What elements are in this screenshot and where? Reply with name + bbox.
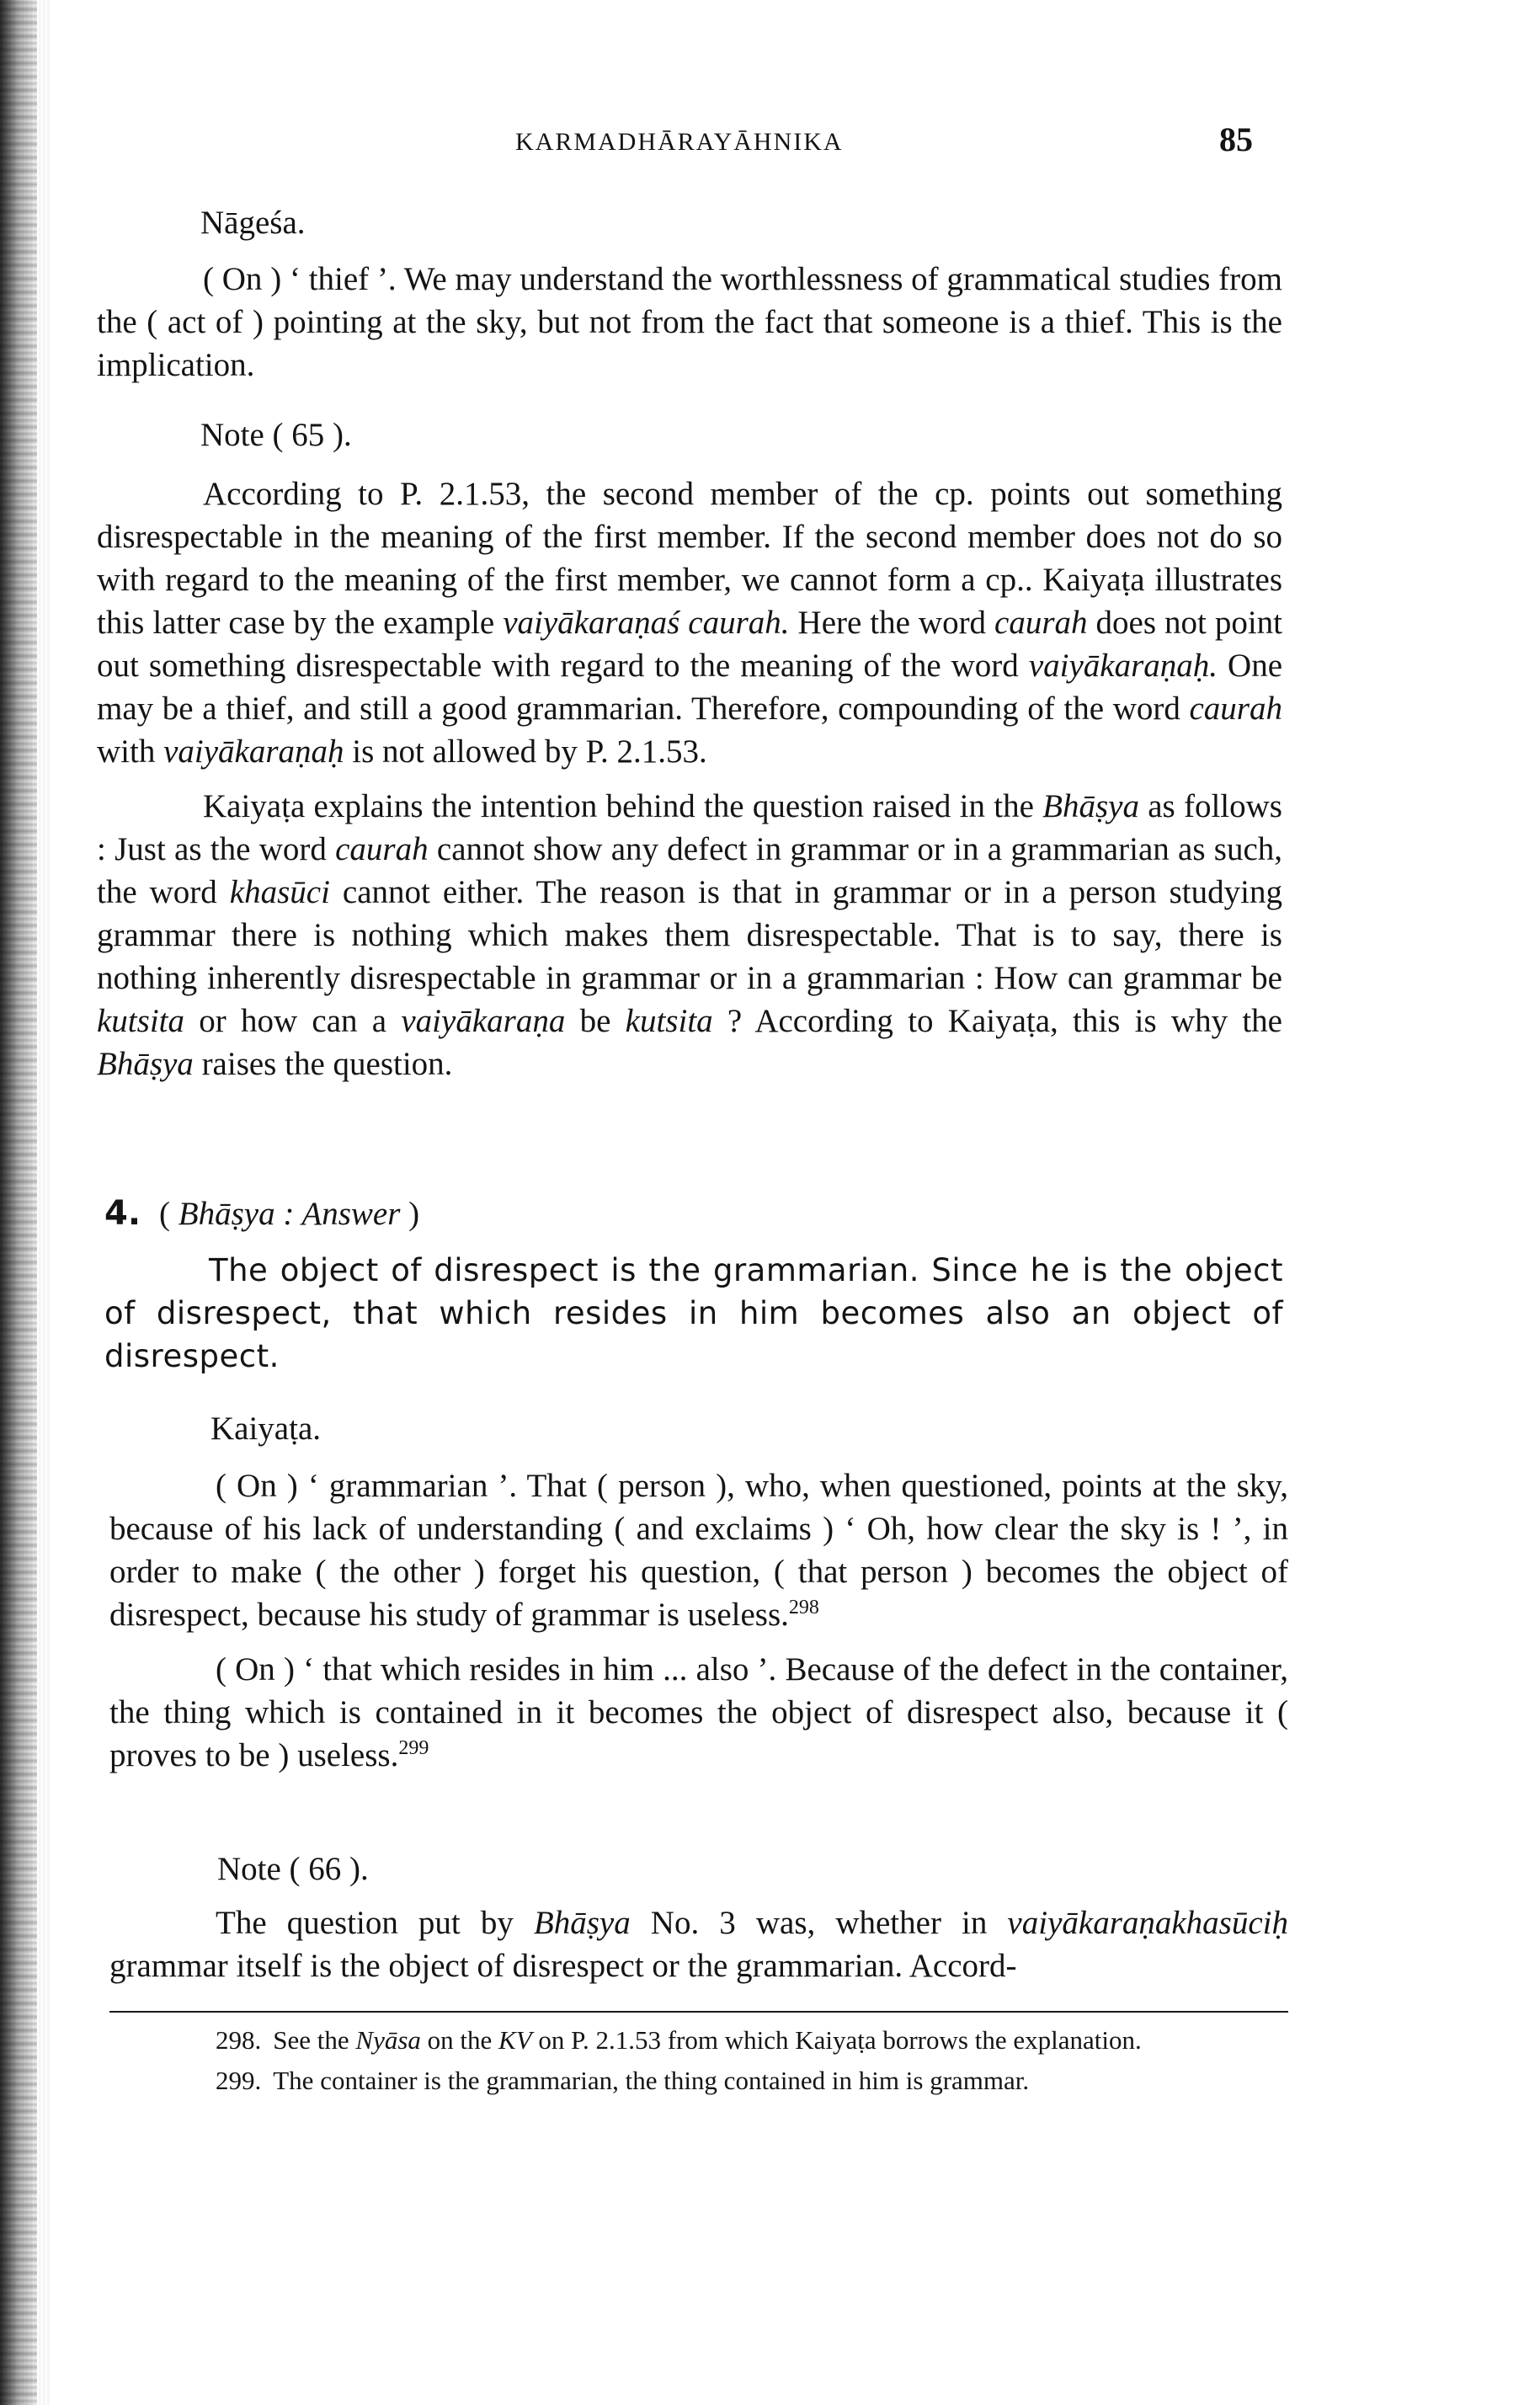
note-66-body <box>109 1901 1288 1987</box>
italic-term: caurah <box>1189 691 1282 727</box>
italic-term: Bhāṣya <box>533 1905 631 1941</box>
section-number: 4. <box>104 1194 141 1233</box>
text-run: ? According to Kaiyaṭa, this is why the <box>712 1003 1282 1039</box>
italic-term: Nyāsa <box>355 2025 421 2055</box>
running-title: KARMADHĀRAYĀHNIKA <box>515 128 844 156</box>
text-run: See the <box>273 2025 356 2055</box>
text-run: or how can a <box>184 1003 402 1039</box>
bhasya-answer-paragraph: The object of disrespect is the grammarian. Since he is the object of disrespect, that which resides in him becomes also an object of disrespect. <box>104 1252 1283 1374</box>
italic-term: vaiyākaraṇaḥ. <box>1028 648 1218 684</box>
text-run: is not allowed by P. 2.1.53. <box>344 733 707 770</box>
italic-term: vaiyākaraṇa <box>401 1003 566 1039</box>
footnote-ref-299[interactable]: 299 <box>398 1737 429 1759</box>
kaiyata-body <box>109 1464 1288 1777</box>
footnote-number: 299. <box>216 2066 262 2095</box>
footnote-divider <box>109 2011 1288 2013</box>
note-65-body <box>97 472 1282 1085</box>
text-run: No. 3 was, whether in <box>630 1905 1008 1941</box>
italic-term: caurah <box>994 605 1088 641</box>
note-65-paragraph-1 <box>97 472 1282 773</box>
note-66-heading: Note ( 66 ). <box>217 1851 369 1887</box>
footnote-298 <box>106 2023 1289 2058</box>
bhasya-answer-text <box>104 1249 1283 1378</box>
italic-term: kutsita <box>97 1003 184 1039</box>
text-run: as follows : Just as the word <box>97 788 1282 867</box>
italic-term: KV <box>498 2025 532 2055</box>
section-label: Bhāṣya : Answer <box>178 1196 401 1232</box>
text-run: raises the question. <box>193 1046 453 1082</box>
page-number: 85 <box>1219 120 1253 158</box>
text-run: One may be a thief, and still a good grammarian. Therefore, compounding of the word <box>97 648 1282 727</box>
text-run: ( On ) ‘ grammarian ’. That ( person ), who, when questioned, points at the sky, because of his lack of understanding ( and exclaims ) ‘ Oh, how clear the sky is ! ’, in order to make ( the other ) forget his question, ( that person ) becomes the object of disrespect, because his study of grammar is useless. <box>109 1468 1288 1633</box>
text-run: be <box>565 1003 626 1039</box>
italic-term: Bhāṣya <box>97 1046 194 1082</box>
footnote-number: 298. <box>216 2025 262 2055</box>
italic-term: vaiyākaraṇaḥ <box>163 733 344 770</box>
text-run: on P. 2.1.53 from which Kaiyaṭa borrows the explanation. <box>531 2025 1142 2055</box>
italic-term: kutsita <box>625 1003 713 1039</box>
text-run: Kaiyaṭa explains the intention behind the question raised in the <box>203 788 1043 824</box>
note-65-paragraph-2 <box>97 785 1282 1085</box>
italic-term: vaiyākaraṇakhasūciḥ <box>1007 1905 1288 1941</box>
text-run: ( On ) ‘ that which resides in him ... also ’. Because of the defect in the container, the thing which is contained in it becomes the object of disrespect also, because it ( proves to be ) useless. <box>109 1651 1288 1773</box>
kaiyata-paragraph-2 <box>109 1648 1288 1777</box>
note-66-paragraph <box>109 1901 1288 1987</box>
nagesa-paragraph <box>97 258 1282 387</box>
note-65-heading: Note ( 65 ). <box>200 417 352 453</box>
text-run: Here the word <box>789 605 995 641</box>
text-run: on the <box>420 2025 499 2055</box>
text-run: According to P. 2.1.53, the second member of the cp. points out something disrespectable in the meaning of the first member. If the second member does not do so with regard to the meaning of the first member, we cannot form a cp.. Kaiyaṭa illustrates this latter case by the example <box>97 476 1282 641</box>
text-run: cannot show any defect in grammar or in a grammarian as such, the word <box>97 831 1282 910</box>
text-run: The question put by <box>216 1905 534 1941</box>
text-run: does not point out something disrespectable with regard to the meaning of the word <box>97 605 1282 684</box>
text-run: cannot either. The reason is that in grammar or in a person studying grammar there is nothing which makes them disrespectable. That is to say, there is nothing inherently disrespectable in grammar or in a grammarian : How can grammar be <box>97 874 1282 996</box>
section-open-paren: ( <box>159 1196 179 1232</box>
footnote-299 <box>106 2063 1289 2098</box>
nagesa-paragraph-text: ( On ) ‘ thief ’. We may understand the worthlessness of grammatical studies from the ( act of ) pointing at the sky, but not from the fact that someone is a thief. This is the implication. <box>97 261 1282 383</box>
italic-term: vaiyākaraṇaś caurah. <box>503 605 790 641</box>
nagesa-heading: Nāgeśa. <box>200 205 306 241</box>
italic-term: caurah <box>335 831 429 867</box>
kaiyata-heading: Kaiyaṭa. <box>210 1410 322 1447</box>
footnote-ref-298[interactable]: 298 <box>788 1597 819 1618</box>
italic-term: Bhāṣya <box>1042 788 1139 824</box>
scan-binding-texture <box>0 0 51 2405</box>
footnotes <box>106 2023 1289 2098</box>
text-run: grammar itself is the object of disrespect or the grammarian. Accord- <box>109 1948 1017 1984</box>
section-close-paren: ) <box>400 1196 420 1232</box>
text-run: The container is the grammarian, the thing contained in him is grammar. <box>273 2066 1030 2095</box>
kaiyata-paragraph-1 <box>109 1464 1288 1636</box>
section-4-heading <box>104 1194 419 1233</box>
text-run: with <box>97 733 164 770</box>
italic-term: khasūci <box>229 874 330 910</box>
